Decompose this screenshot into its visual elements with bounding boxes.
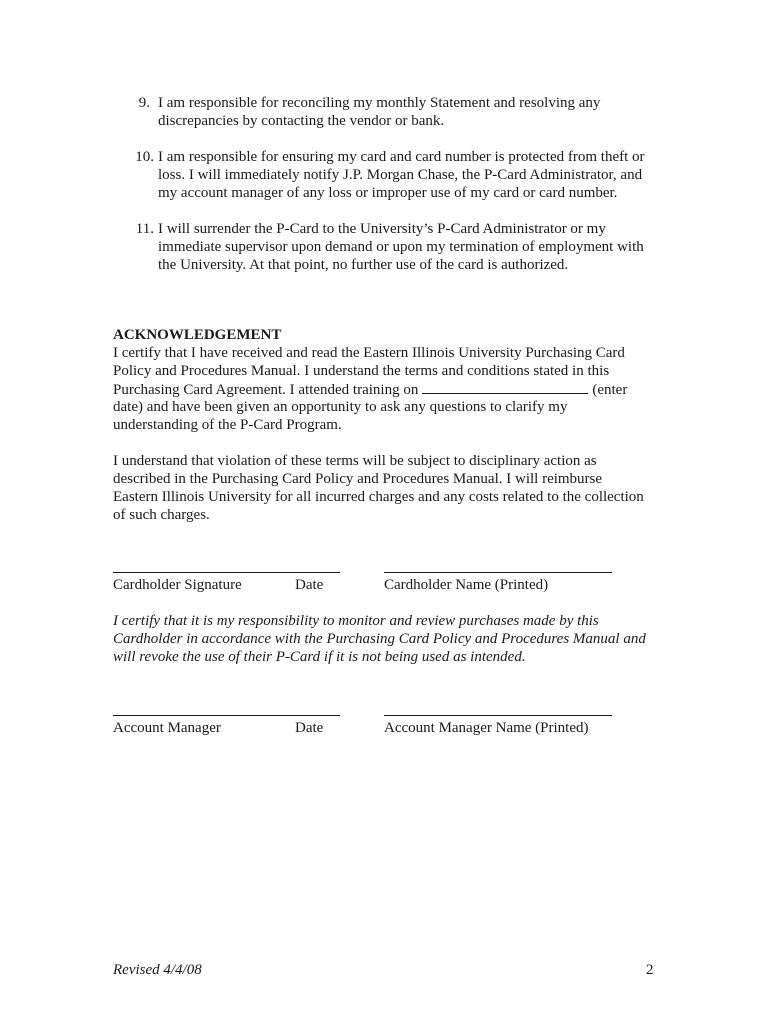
manager-name-label: Account Manager Name (Printed) [384,720,589,736]
ack-training-text: Purchasing Card Agreement. I attended training on [113,382,419,398]
item-text-line: the University. At that point, no further use of the card is authorized. [158,257,569,273]
cardholder-signature-label: Cardholder Signature [113,577,242,593]
item-text-line: my account manager of any loss or improper use of my card or card number. [158,185,618,201]
cardholder-date-label: Date [295,577,324,593]
ack-para1-line: understanding of the P-Card Program. [113,417,342,433]
ack-para2-line: I understand that violation of these terms will be subject to disciplinary action as [113,453,597,469]
manager-signature-line[interactable] [113,715,340,716]
ack-para2-line: described in the Purchasing Card Policy and Procedures Manual. I will reimburse [113,471,603,487]
page-number: 2 [646,962,654,978]
manager-name-line[interactable] [384,715,612,716]
manager-date-label: Date [295,720,324,736]
item-number: 9. [138,95,150,111]
acknowledgement-heading: ACKNOWLEDGEMENT [113,327,282,343]
training-date-blank[interactable] [422,380,588,394]
manager-statement-line: will revoke the use of their P-Card if it is not being used as intended. [113,649,526,665]
item-text-line: I will surrender the P-Card to the University’s P-Card Administrator or my [158,221,606,237]
manager-statement-line: Cardholder in accordance with the Purchasing Card Policy and Procedures Manual and [113,631,646,647]
ack-para1-line: Policy and Procedures Manual. I understand the terms and conditions stated in this [113,363,610,379]
cardholder-signature-line[interactable] [113,572,340,573]
item-number: 10. [135,149,154,165]
item-text-line: I am responsible for ensuring my card and card number is protected from theft or [158,149,645,165]
manager-signature-label: Account Manager [113,720,221,736]
cardholder-name-line[interactable] [384,572,612,573]
item-text-line: discrepancies by contacting the vendor or bank. [158,113,445,129]
cardholder-name-label: Cardholder Name (Printed) [384,577,549,593]
manager-statement-line: I certify that it is my responsibility to monitor and review purchases made by this [113,613,599,629]
ack-para1-line: I certify that I have received and read the Eastern Illinois University Purchasing Card [113,345,625,361]
item-text-line: I am responsible for reconciling my monthly Statement and resolving any [158,95,601,111]
ack-enter-text: (enter [592,382,628,398]
item-number: 11. [135,221,154,237]
item-text-line: loss. I will immediately notify J.P. Morgan Chase, the P-Card Administrator, and [158,167,643,183]
ack-para1-line: date) and have been given an opportunity to ask any questions to clarify my [113,399,568,415]
item-text-line: immediate supervisor upon demand or upon my termination of employment with [158,239,644,255]
ack-para1-line [113,380,627,399]
ack-para2-line: of such charges. [113,507,210,523]
ack-para2-line: Eastern Illinois University for all incurred charges and any costs related to the collection [113,489,644,505]
revision-date: Revised 4/4/08 [113,962,202,978]
